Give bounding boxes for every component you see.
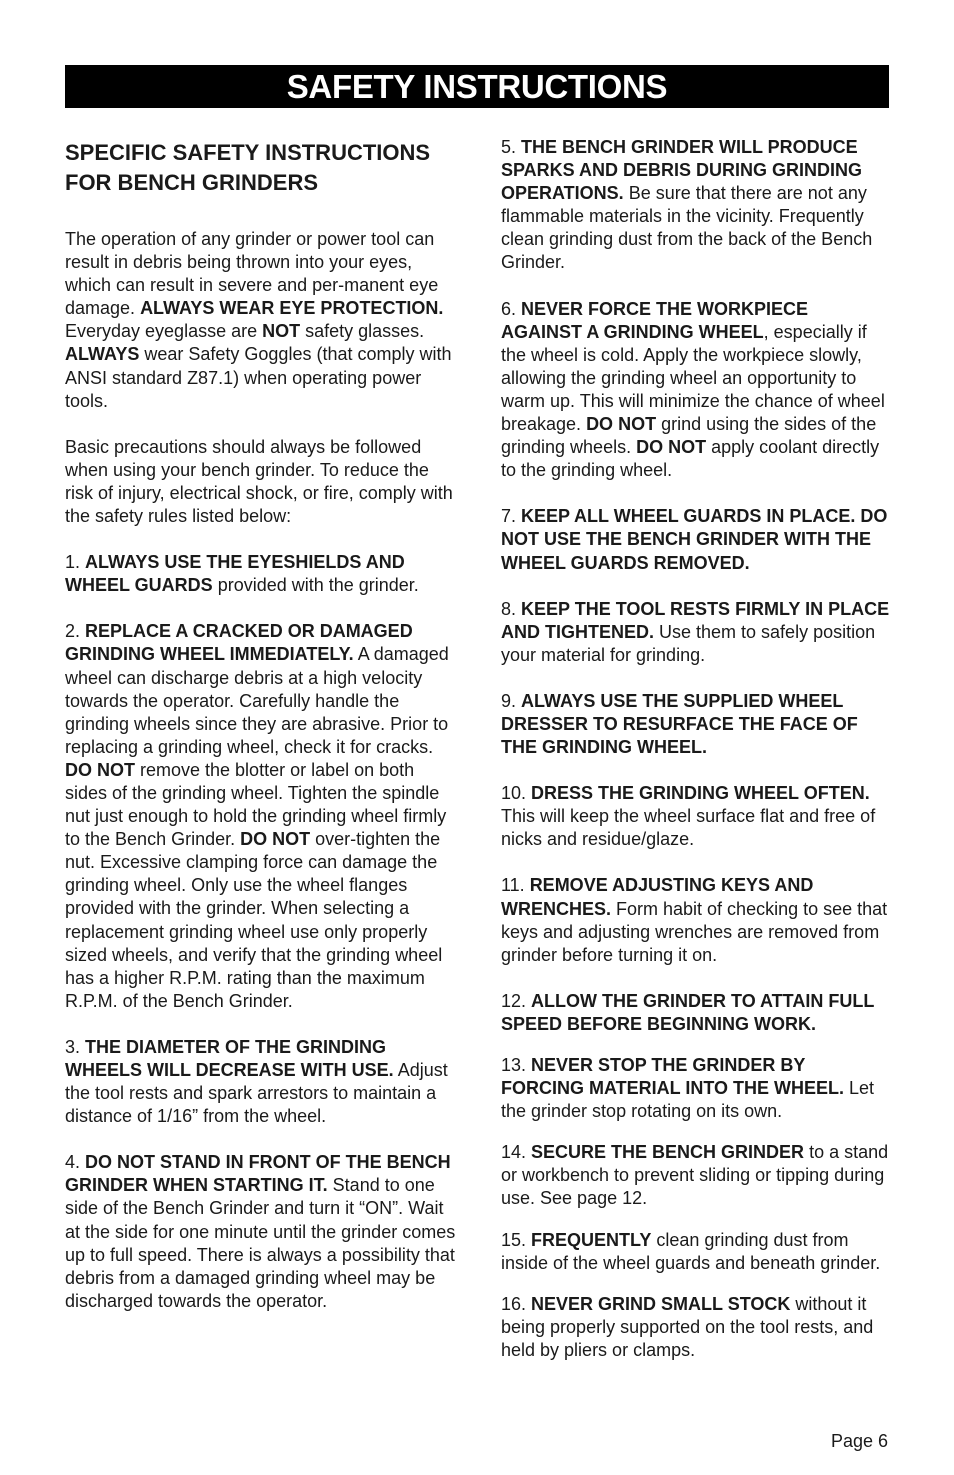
safety-item-2: 2. REPLACE A CRACKED OR DAMAGED GRINDING WHEEL IMMEDIATELY. A damaged wheel can discharge debris at a high velocity towards the operator. Carefully handle the grinding wheels since they are abrasive. Prior to replacing a grinding wheel, check it for cracks. DO NOT remove the blotter or label on both sides of the grinding wheel. Tighten the spindle nut just enough to hold the grinding wheel firmly to the Bench Grinder. DO NOT over-tighten the nut. Excessive clamping force can damage the grinding wheel. Only use the wheel flanges provided with the grinder. When selecting a replacement grinding wheel use only properly sized wheels, and verify that the grinding wheel has a higher R.P.M. rating than the maximum R.P.M. of the Bench Grinder. bbox=[65, 621, 449, 1011]
page-number: Page 6 bbox=[830, 1431, 888, 1451]
safety-item-7: 7. KEEP ALL WHEEL GUARDS IN PLACE. DO NOT USE THE BENCH GRINDER WITH THE WHEEL GUARDS REMOVED. bbox=[501, 506, 888, 573]
section-heading: SPECIFIC SAFETY INSTRUCTIONS FOR BENCH GRINDERS bbox=[65, 140, 431, 195]
safety-item-16: 16. NEVER GRIND SMALL STOCK without it being properly supported on the tool rests, and held by pliers or clamps. bbox=[501, 1293, 874, 1360]
safety-item-10: 10. DRESS THE GRINDING WHEEL OFTEN. This will keep the wheel surface flat and free of nicks and residue/glaze. bbox=[501, 783, 876, 850]
safety-item-14: 14. SECURE THE BENCH GRINDER to a stand or workbench to prevent sliding or tipping during use. See page 12. bbox=[501, 1142, 889, 1209]
safety-item-13: 13. NEVER STOP THE GRINDER BY FORCING MATERIAL INTO THE WHEEL. Let the grinder stop rotating on its own. bbox=[501, 1055, 875, 1122]
safety-item-8: 8. KEEP THE TOOL RESTS FIRMLY IN PLACE AND TIGHTENED. Use them to safely position your material for grinding. bbox=[501, 598, 890, 665]
left-column bbox=[65, 136, 457, 1313]
intro-paragraph-1: The operation of any grinder or power tool can result in debris being thrown into your eyes, which can result in severe and per-manent eye damage. ALWAYS WEAR EYE PROTECTION. Everyday eyeglasse are NOT safety glasses. ALWAYS wear Safety Goggles (that comply with ANSI standard Z87.1) when operating power tools. bbox=[65, 229, 452, 411]
safety-item-5: 5. THE BENCH GRINDER WILL PRODUCE SPARKS AND DEBRIS DURING GRINDING OPERATIONS. Be sure that there are not any flammable materials in the vicinity. Frequently clean grinding dust from the back of the Bench Grinder. bbox=[501, 137, 873, 273]
intro-paragraph-2: Basic precautions should always be followed when using your bench grinder. To reduce the risk of injury, electrical shock, or fire, comply with the safety rules listed below: bbox=[65, 436, 453, 527]
safety-item-9: 9. ALWAYS USE THE SUPPLIED WHEEL DRESSER TO RESURFACE THE FACE OF THE GRINDING WHEEL. bbox=[501, 690, 858, 758]
safety-item-4: 4. DO NOT STAND IN FRONT OF THE BENCH GRINDER WHEN STARTING IT. Stand to one side of the Bench Grinder and turn it “ON”. Wait at the side for one minute until the grinder comes up to full speed. There is always a possibility that debris from a damaged grinding wheel may be discharged towards the operator. bbox=[65, 1152, 456, 1311]
safety-item-1: 1. ALWAYS USE THE EYESHIELDS AND WHEEL GUARDS provided with the grinder. bbox=[65, 552, 419, 596]
safety-item-6: 6. NEVER FORCE THE WORKPIECE AGAINST A GRINDING WHEEL, especially if the wheel is cold. Apply the workpiece slowly, allowing the grinding wheel an opportunity to warm up. This will minimize the chance of wheel breakage. DO NOT grind using the sides of the grinding wheels. DO NOT apply coolant directly to the grinding wheel. bbox=[501, 298, 885, 481]
right-column bbox=[501, 136, 893, 1362]
safety-item-12: 12. ALLOW THE GRINDER TO ATTAIN FULL SPEED BEFORE BEGINNING WORK. bbox=[501, 990, 874, 1034]
page-title: SAFETY INSTRUCTIONS bbox=[65, 65, 889, 108]
safety-item-15: 15. FREQUENTLY clean grinding dust from inside of the wheel guards and beneath grinder. bbox=[501, 1229, 881, 1273]
safety-item-3: 3. THE DIAMETER OF THE GRINDING WHEELS WILL DECREASE WITH USE. Adjust the tool rests and spark arrestors to maintain a distance of 1/16” from the wheel. bbox=[65, 1036, 448, 1127]
safety-item-11: 11. REMOVE ADJUSTING KEYS AND WRENCHES. Form habit of checking to see that keys and adjusting wrenches are removed from grinder before turning it on. bbox=[501, 875, 888, 965]
